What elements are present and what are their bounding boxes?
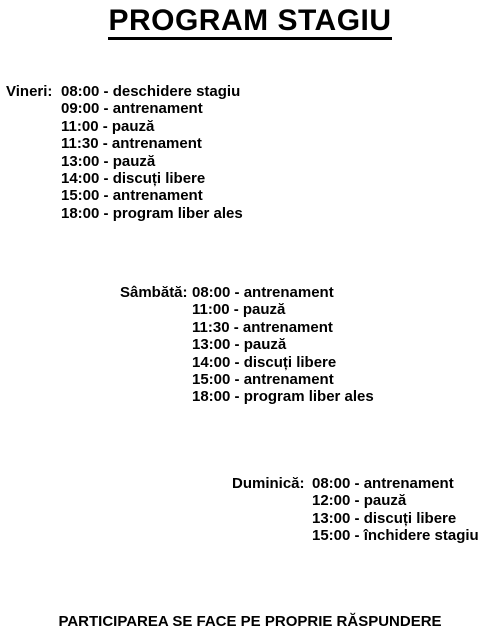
- day-label: Sâmbătă:: [120, 284, 188, 301]
- schedule-list: [61, 83, 243, 222]
- schedule-list: [312, 475, 479, 545]
- schedule-list: [192, 284, 374, 406]
- schedule-item: 08:00 - antrenament: [192, 284, 334, 301]
- schedule-item: 11:00 - pauză: [61, 117, 155, 135]
- schedule-item: 18:00 - program liber ales: [192, 388, 374, 406]
- schedule-item: 11:00 - pauză: [192, 301, 286, 319]
- schedule-item: 11:30 - antrenament: [61, 135, 202, 153]
- schedule-item: 08:00 - deschidere stagiu: [61, 83, 241, 100]
- schedule-item: 14:00 - discuți libere: [61, 169, 206, 187]
- day-label: Duminică:: [232, 475, 305, 492]
- page-title-text: PROGRAM STAGIU: [108, 6, 391, 40]
- schedule-item: 15:00 - antrenament: [192, 370, 334, 388]
- schedule-item: 09:00 - antrenament: [61, 100, 203, 118]
- schedule-item: 13:00 - pauză: [192, 336, 287, 354]
- day-label: Vineri:: [6, 83, 53, 100]
- schedule-item: 11:30 - antrenament: [192, 318, 333, 336]
- disclaimer-footer: PARTICIPAREA SE FACE PE PROPRIE RĂSPUNDERE: [58, 613, 442, 630]
- schedule-item: 18:00 - program liber ales: [61, 204, 243, 222]
- schedule-item: 08:00 - antrenament: [312, 475, 454, 492]
- schedule-item: 13:00 - pauză: [61, 152, 156, 170]
- page-title: [0, 4, 500, 40]
- schedule-item: 13:00 - discuți libere: [312, 509, 457, 527]
- schedule-item: 14:00 - discuți libere: [192, 353, 337, 371]
- schedule-item: 15:00 - închidere stagiu: [312, 527, 479, 545]
- schedule-item: 12:00 - pauză: [312, 492, 407, 510]
- schedule-item: 15:00 - antrenament: [61, 187, 203, 205]
